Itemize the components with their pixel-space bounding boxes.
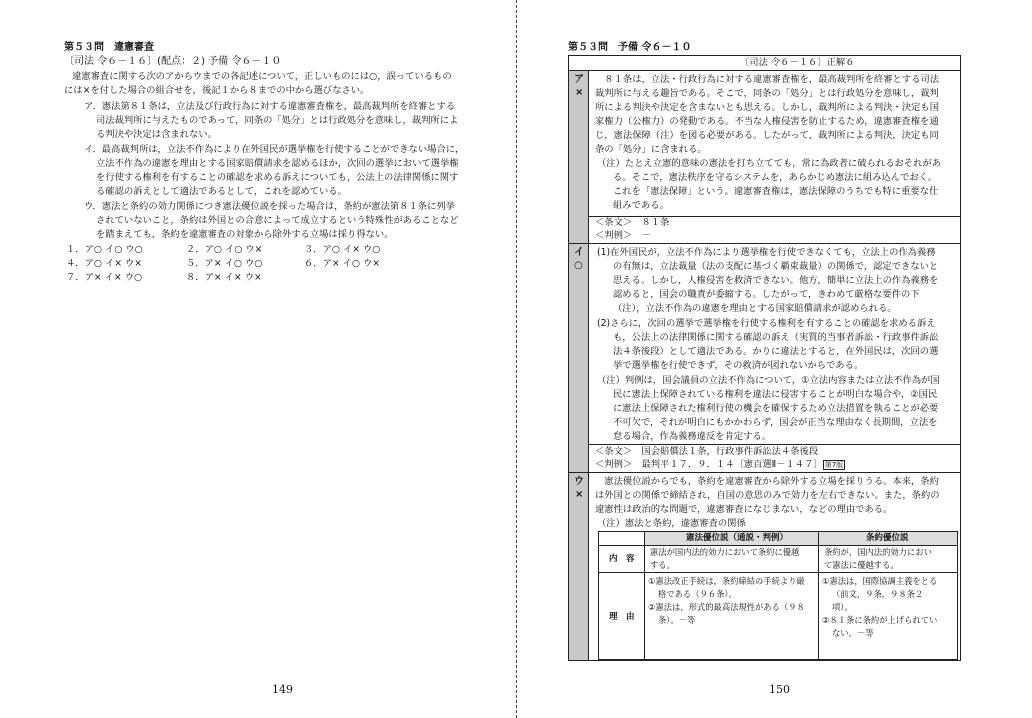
right-page: [518, 0, 1032, 718]
statement-line: る判決や決定は含まれない。: [96, 129, 217, 140]
table-cell: ②８１条に条約が上げられてい: [822, 615, 938, 625]
body-line: の有無は，立法裁量（法の支配に基づく覇束裁量）の関係で，認定できないと: [613, 261, 939, 272]
statement-line: る確認の訴えとして適法であるとして，これを認めている。: [96, 186, 347, 197]
statement-line: ウ．憲法と条約の効力関係につき憲法優位説を採った場合は，条約が憲法第８１条に列挙: [84, 201, 455, 212]
table-cell: 格である（９６条）。: [658, 589, 737, 599]
intro-line: 違憲審査に関する次のアからウまでの各記述について，正しいものには○，誤っているもの: [72, 71, 452, 82]
body-line: 法４条後段）として適法である。かりに違法とすると，在外国民は，次回の選: [613, 346, 939, 357]
edition-badge: 第7版: [824, 461, 844, 469]
statement-line: ア．憲法第８１条は，立法及び行政行為に対する違憲審査権を，最高裁判所を終審とする: [84, 101, 456, 112]
body-line: 組みである。: [613, 200, 669, 211]
body-line: る。そこで，憲法秩序を守るシステムを，あらかじめ憲法に組み込んでおく。: [613, 172, 938, 183]
table-cell: 憲法が国内法的効力において条約に優越: [650, 547, 800, 557]
table-cell: ない。－等: [832, 628, 874, 638]
body-line: に憲法上保障された権利行使の機会を確保するため立法措置を執ることが必要: [613, 403, 939, 414]
body-line: これを「憲法保障」という。違憲審査権は，憲法保障のうちでも特に重要な仕: [613, 186, 939, 197]
table-cell: 条）。－等: [658, 615, 696, 625]
body-line: 挙で選挙権を行使できず，その救済が図れないからである。: [613, 360, 864, 371]
page-number: 149: [272, 683, 293, 696]
body-line: （注）憲法と条約，違憲審査の関係: [597, 518, 746, 529]
choice-7: ７．ア× イ× ウ○: [66, 272, 143, 283]
statement-line: 立法不作為の違憲を理由とする国家賠償請求を認めるほか，次回の選挙において選挙権: [96, 158, 459, 169]
choice-4: ４．ア○ イ× ウ×: [66, 258, 143, 269]
table-cell: ①憲法は，国際協調主義をとる: [822, 576, 938, 586]
body-line: （注）たとえ立憲的意味の憲法を打ち立てても，常に為政者に破られるおそれがあ: [597, 158, 941, 169]
body-line: ８１条は，立法・行政行為に対する違憲審査権を，最高裁判所を終審とする司法: [595, 74, 939, 85]
choice-6: ６．ア× イ○ ウ×: [304, 258, 381, 269]
question-title: 第５３問 違憲審査: [64, 42, 154, 53]
marker-a: ア: [574, 74, 584, 85]
body-line: じ，憲法保障（注）を図る必要がある。したがって，裁判所による判決，決定も同: [595, 130, 939, 141]
table-header-col2: 条約優位説: [866, 533, 909, 543]
question-source: 〔司法 令６－１６〕(配点：２) 予備 令６－１０: [64, 56, 282, 67]
marker-u-result: ×: [575, 489, 584, 500]
body-line: 条の「処分」に含まれる。: [595, 144, 707, 155]
statement-line: されていないこと，条約は外国との合意によって成立するという特殊性があることなど: [96, 215, 459, 226]
body-line: (2)さらに，次回の選挙で選挙権を行使する権利を有することの確認を求める訴え: [597, 318, 936, 329]
table-cell: ①憲法改正手続は，条約締結の手続より厳: [648, 576, 805, 586]
table-cell: する。: [650, 560, 675, 570]
body-line: は外国との関係で締結され，自国の意思のみで効力を左右できない。また，条約の: [595, 490, 940, 501]
statement-line: イ．最高裁判所は，立法不作為により在外国民が選挙権を行使することができない場合に，: [84, 144, 465, 155]
choice-2: ２．ア○ イ○ ウ×: [186, 244, 263, 255]
marker-i-result: ○: [574, 260, 583, 271]
body-line: 裁判所に与える趣旨である。そこで，同条の「処分」とは行政処分を意味し，裁判: [595, 88, 939, 99]
table-cell: 条約が，国内法的効力におい: [824, 547, 932, 557]
page-number: 150: [769, 683, 790, 696]
body-line: 所による判決や決定を含まないとも思える。しかし，裁判所による判決・決定も国: [595, 102, 939, 113]
body-line: も，公法上の法律関係に関する確認の訴え（実質的当事者訴訟・行政事件訴訟: [613, 332, 939, 343]
marker-u: ウ: [574, 476, 584, 487]
statement-line: を踏まえても，条約を違憲審査の対象から除外する立場は採り得ない。: [96, 229, 394, 240]
body-line: 思える。しかし，人権侵害を救済できない。他方，簡単に立法上の作為義務を: [613, 275, 939, 286]
marker-a-result: ×: [575, 87, 584, 98]
table-cell: ②憲法は，形式的最高法規性がある（９８: [648, 602, 805, 612]
choice-1: １．ア○ イ○ ウ○: [66, 244, 143, 255]
table-header-col1: 憲法優位説（通説・判例）: [686, 533, 789, 543]
body-line: 違憲性は政治的な問題で，違憲審査になじまない，などの理由である。: [595, 504, 893, 515]
ref-line: ＜条文＞ ８１条: [595, 217, 670, 228]
choice-5: ５．ア× イ○ ウ○: [186, 258, 263, 269]
choice-8: ８．ア× イ× ウ×: [186, 272, 262, 283]
answer-header: 〔司法 令６－１６〕正解６: [740, 57, 855, 68]
body-line: 憲法優位説からでも，条約を違憲審査から除外する立場を採りうる。本来，条約: [595, 476, 939, 487]
body-line: （注），立法不作為の違憲を理由とする国家賠償請求が認められる。: [613, 303, 897, 314]
intro-line: には×を付した場合の組合せを，後記１から８までの中から選びなさい。: [64, 85, 370, 96]
row-label-content: 内 容: [609, 554, 635, 564]
marker-column: [569, 70, 589, 660]
body-line: (1)在外国民が，立法不作為により選挙権を行使できなくても，立法上の作為義務: [597, 247, 936, 258]
body-line: 民に憲法上保障されている権利を違法に侵害することが明白な場合や，②国民: [613, 389, 938, 400]
page-divider: [516, 0, 517, 718]
answer-title: 第５３問 予備 令６－１０: [568, 42, 692, 53]
body-line: 怠る場合，作為義務違反を肯定する。: [613, 431, 772, 442]
choice-3: ３．ア○ イ× ウ○: [304, 244, 381, 255]
ref-line: ＜判例＞ －: [595, 230, 651, 241]
table-cell: 項）。: [832, 602, 853, 612]
statement-line: 司法裁判所に与えたものであって，同条の「処分」とは行政処分を意味し，裁判所によ: [96, 115, 459, 126]
body-line: 不可欠で，それが明白にもかかわらず，国会が正当な理由なく長期間，立法を: [613, 417, 938, 428]
table-cell: （前文，９条，９８条２: [832, 589, 924, 599]
table-cell: て憲法に優越する。: [824, 560, 899, 570]
ref-line: ＜条文＞ 国会賠償法１条，行政事件訴訟法４条後段: [595, 446, 819, 457]
body-line: 認めると，国会の職責が委縮する。したがって，きわめて厳格な要件の下: [613, 289, 920, 300]
ref-line: [595, 458, 845, 472]
body-line: 家権力（公権力）の発動である。不当な人権侵害を防止するため，違憲審査権を通: [595, 116, 939, 127]
body-line: （注）判例は，国会議員の立法不作為について，①立法内容または立法不作為が国: [597, 375, 940, 386]
row-label-reason: 理 由: [609, 612, 635, 622]
ref-text: ＜判例＞ 最判平１７．９．１４〔憲百選Ⅱ－１４７〕: [595, 459, 823, 470]
statement-line: を行使する権利を有することの確認を求める訴えについても，公法上の法律関係に関す: [96, 172, 459, 183]
marker-i: イ: [574, 247, 584, 258]
